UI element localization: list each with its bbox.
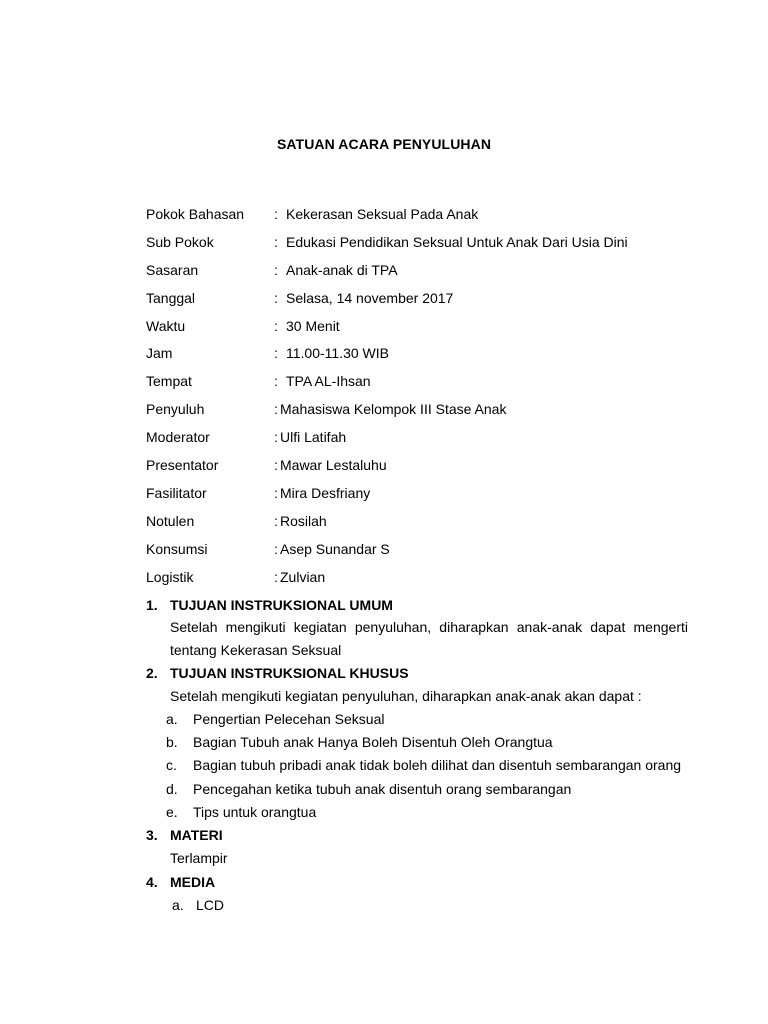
info-label: Pokok Bahasan xyxy=(146,206,245,222)
info-label: Logistik xyxy=(146,568,194,585)
info-row-logistik xyxy=(146,568,706,596)
list-item-letter: c. xyxy=(166,757,177,774)
section-title: TUJUAN INSTRUKSIONAL UMUM xyxy=(170,597,393,613)
section-tujuan-khusus xyxy=(146,663,688,824)
info-row-sasaran xyxy=(146,261,706,289)
info-separator: : xyxy=(274,206,278,222)
info-row-penyuluh xyxy=(146,400,706,428)
list-item-letter: e. xyxy=(166,803,178,820)
info-separator: : xyxy=(274,484,278,501)
info-row-pokok-bahasan xyxy=(146,205,706,233)
info-value: Asep Sunandar S xyxy=(280,540,390,557)
info-value: 11.00-11.30 WIB xyxy=(286,345,389,362)
info-separator: : xyxy=(274,289,278,306)
info-value: Edukasi Pendidikan Seksual Untuk Anak Dari Usia Dini xyxy=(286,233,628,250)
section-heading xyxy=(146,825,688,845)
info-separator: : xyxy=(274,540,278,557)
info-separator: : xyxy=(274,345,278,362)
info-separator: : xyxy=(274,457,278,474)
info-separator: : xyxy=(274,512,278,529)
info-label: Konsumsi xyxy=(146,540,208,557)
info-label: Sub Pokok xyxy=(146,233,214,250)
page-title: SATUAN ACARA PENYULUHAN xyxy=(276,136,492,152)
info-row-tempat xyxy=(146,372,706,400)
section-title: TUJUAN INSTRUKSIONAL KHUSUS xyxy=(170,665,409,681)
info-row-konsumsi xyxy=(146,540,706,568)
info-label: Tempat xyxy=(146,373,192,390)
section-text: Setelah mengikuti kegiatan penyuluhan, diharapkan anak-anak dapat mengerti tentang Kekerasan Seksual xyxy=(170,619,688,658)
info-value: Selasa, 14 november 2017 xyxy=(286,289,454,306)
info-value: Mahasiswa Kelompok III Stase Anak xyxy=(280,401,507,418)
section-title: MEDIA xyxy=(170,874,216,890)
info-row-presentator xyxy=(146,456,706,484)
info-value: Ulfi Latifah xyxy=(280,429,347,446)
list-item-text: Bagian tubuh pribadi anak tidak boleh dilihat dan disentuh sembarangan orang xyxy=(193,757,682,774)
info-row-waktu xyxy=(146,317,706,345)
info-row-tanggal xyxy=(146,289,706,317)
info-label: Penyuluh xyxy=(146,401,205,418)
section-tujuan-umum xyxy=(146,595,688,662)
info-separator: : xyxy=(274,233,278,250)
info-value: TPA AL-Ihsan xyxy=(286,373,371,390)
section-text: Setelah mengikuti kegiatan penyuluhan, diharapkan anak-anak akan dapat : xyxy=(170,688,642,704)
info-value: Mira Desfriany xyxy=(280,484,371,501)
section-heading xyxy=(146,595,688,615)
list-item-letter: b. xyxy=(166,734,178,751)
info-value: Mawar Lestaluhu xyxy=(280,457,387,474)
info-value: Rosilah xyxy=(280,512,327,529)
objectives-list xyxy=(146,708,688,824)
section-number: 1. xyxy=(146,597,158,613)
info-label: Moderator xyxy=(146,429,210,446)
list-item xyxy=(146,801,688,824)
list-item xyxy=(146,708,688,731)
section-materi xyxy=(146,825,688,870)
list-item-letter: a. xyxy=(166,711,178,727)
info-separator: : xyxy=(274,568,278,585)
info-separator: : xyxy=(274,373,278,390)
info-row-moderator xyxy=(146,428,706,456)
section-media xyxy=(146,872,688,917)
list-item-text: Pencegahan ketika tubuh anak disentuh orang sembarangan xyxy=(193,780,572,797)
section-text: Terlampir xyxy=(170,850,228,866)
section-title: MATERI xyxy=(170,827,223,843)
list-item xyxy=(146,754,688,777)
info-table xyxy=(146,205,706,595)
info-separator: : xyxy=(274,429,278,446)
section-number: 3. xyxy=(146,827,158,843)
info-value: 30 Menit xyxy=(286,317,340,334)
list-item-text: Pengertian Pelecehan Seksual xyxy=(193,711,385,727)
section-number: 4. xyxy=(146,874,158,890)
info-label: Tanggal xyxy=(146,289,196,306)
info-row-jam xyxy=(146,344,706,372)
info-value: Kekerasan Seksual Pada Anak xyxy=(286,206,479,222)
info-row-fasilitator xyxy=(146,484,706,512)
info-label: Waktu xyxy=(146,317,186,334)
info-label: Notulen xyxy=(146,512,195,529)
info-row-sub-pokok xyxy=(146,233,706,261)
section-heading xyxy=(146,872,688,892)
list-item-text: LCD xyxy=(196,897,225,913)
list-item xyxy=(146,778,688,801)
media-list xyxy=(146,894,688,917)
section-number: 2. xyxy=(146,665,158,681)
list-item-text: Tips untuk orangtua xyxy=(193,803,317,820)
info-value: Zulvian xyxy=(280,568,326,585)
info-separator: : xyxy=(274,317,278,334)
list-item-text: Bagian Tubuh anak Hanya Boleh Disentuh Oleh Orangtua xyxy=(193,734,553,751)
list-item xyxy=(146,731,688,754)
info-label: Jam xyxy=(146,345,173,362)
info-label: Presentator xyxy=(146,457,219,474)
info-separator: : xyxy=(274,401,278,418)
info-value: Anak-anak di TPA xyxy=(286,261,398,278)
list-item-letter: a. xyxy=(172,897,184,913)
section-heading xyxy=(146,663,688,683)
list-item-letter: d. xyxy=(166,780,178,797)
info-label: Sasaran xyxy=(146,261,199,278)
info-row-notulen xyxy=(146,512,706,540)
info-separator: : xyxy=(274,261,278,278)
info-label: Fasilitator xyxy=(146,484,207,501)
list-item xyxy=(146,894,688,917)
